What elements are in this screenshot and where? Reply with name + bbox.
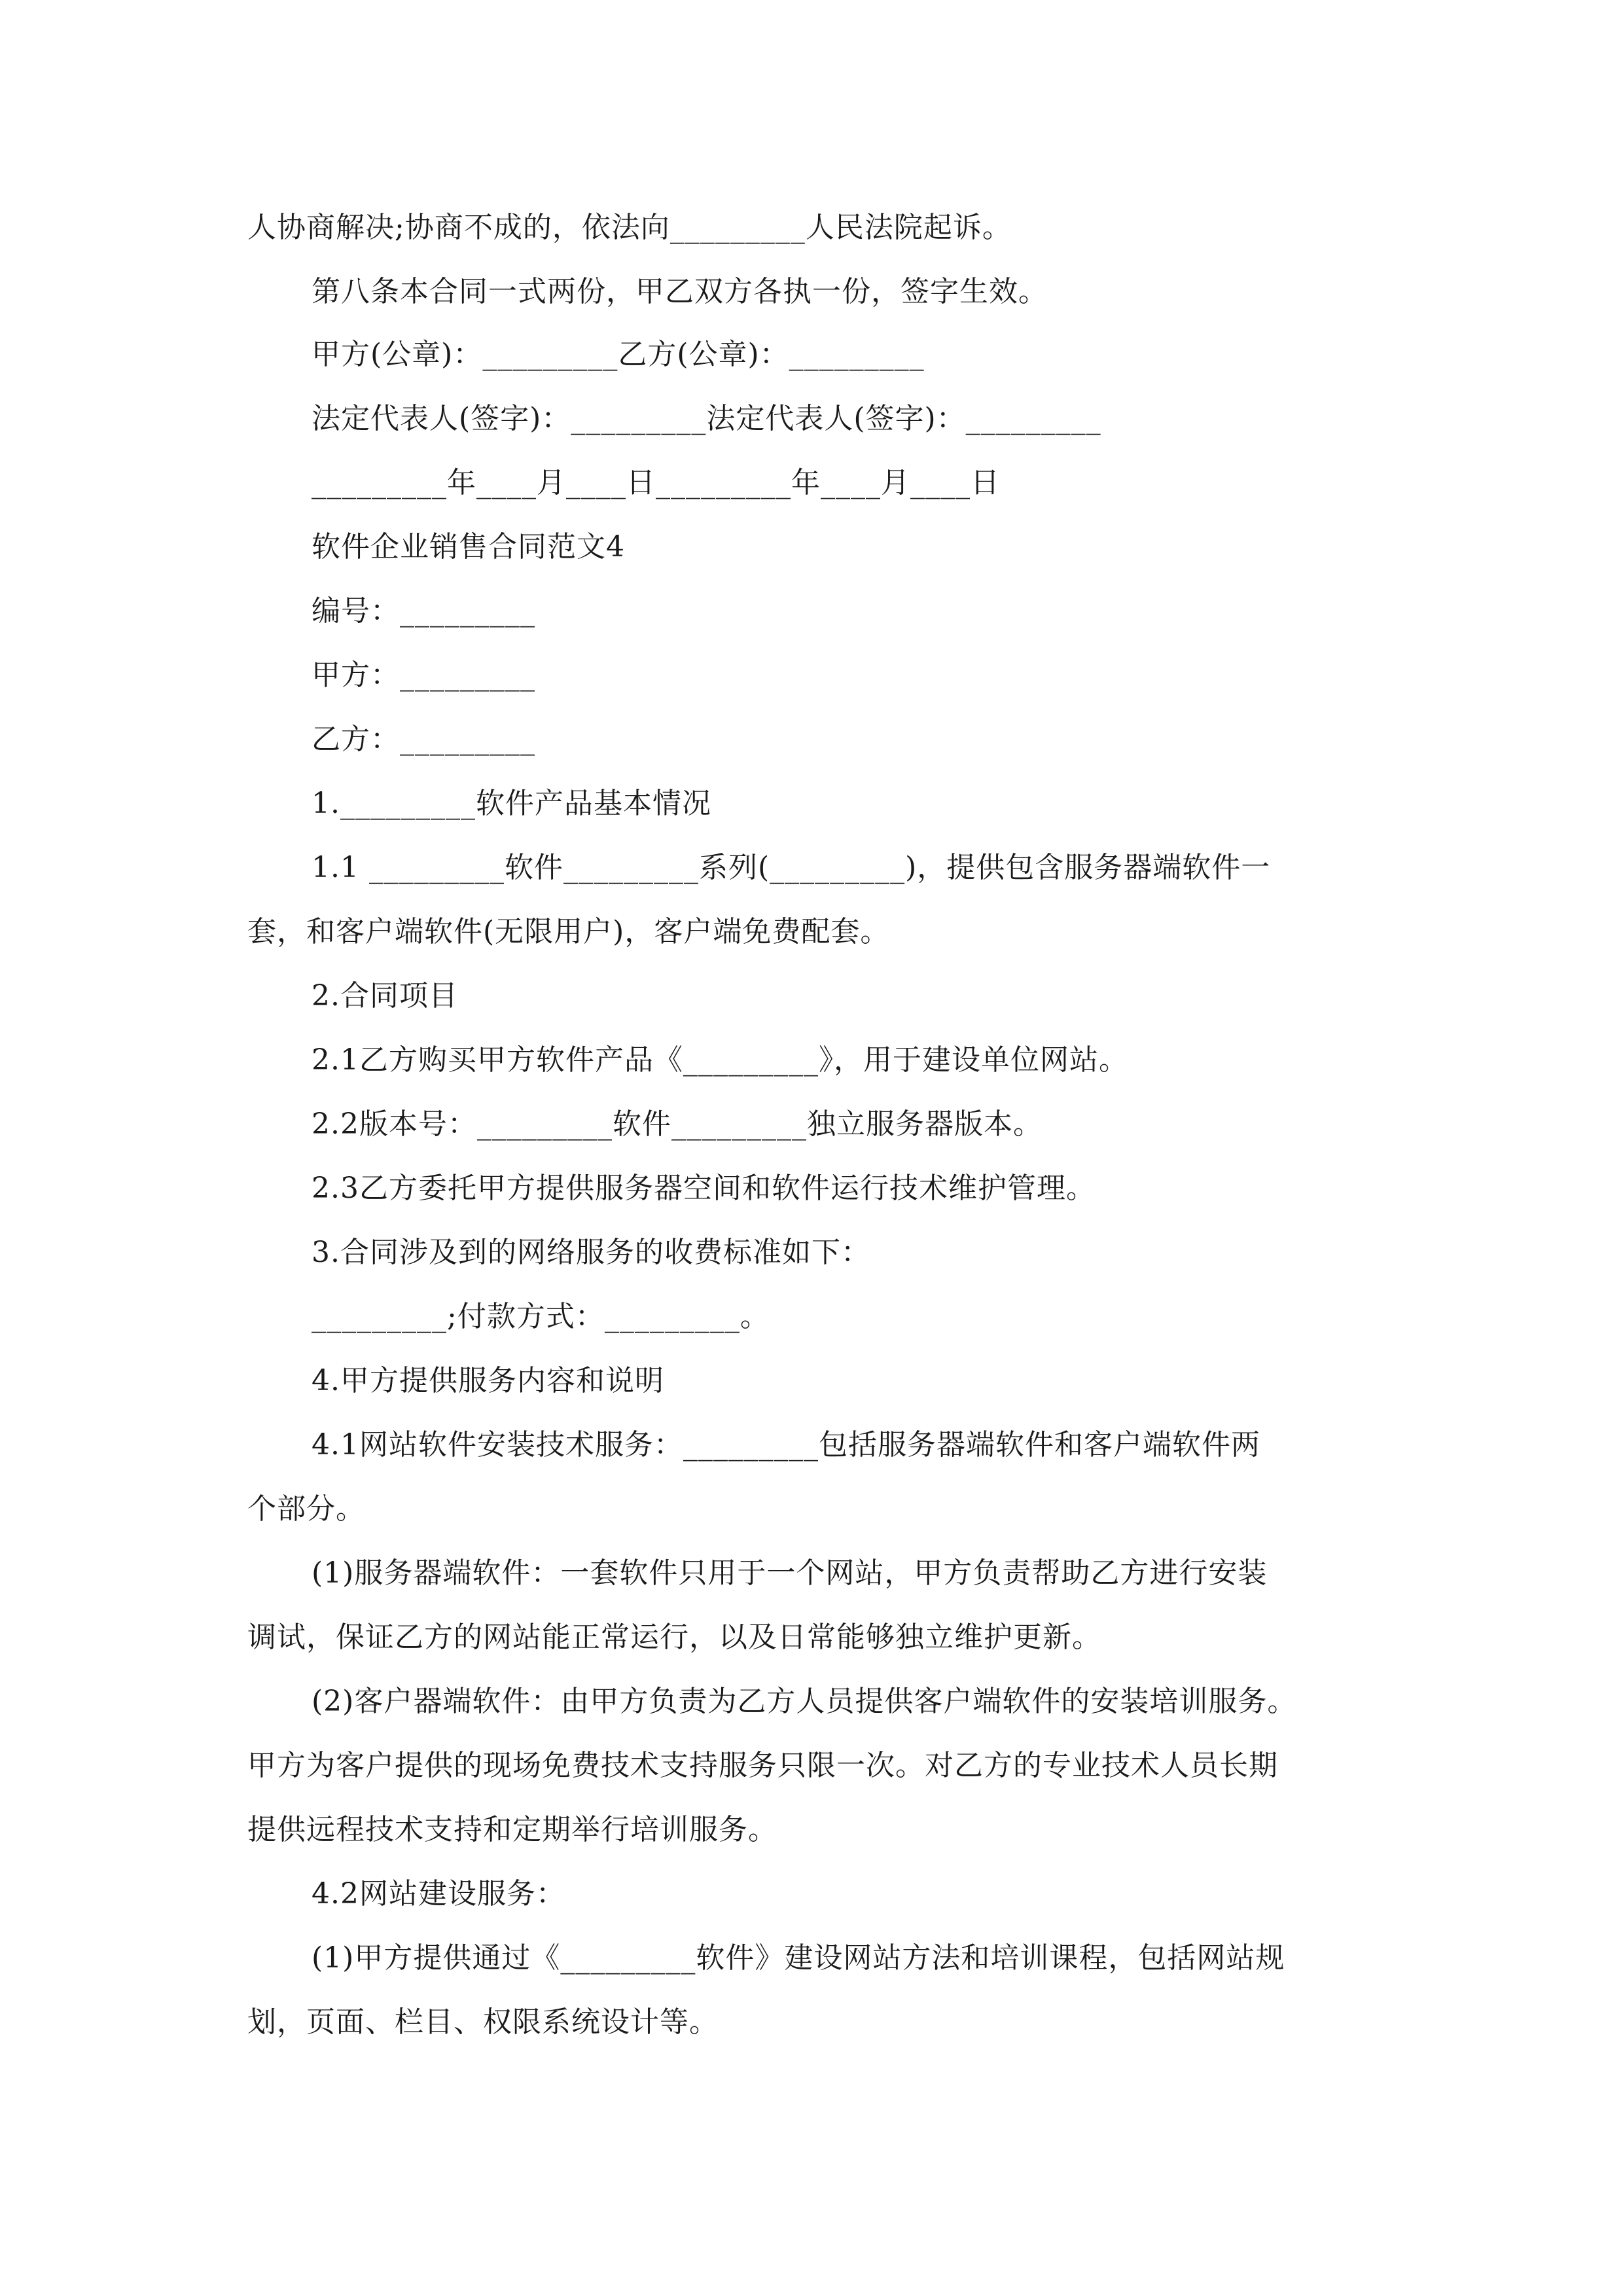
party-b-line: 乙方：_________ <box>312 723 535 756</box>
paragraph-server-software-line-2: 调试，保证乙方的网站能正常运行，以及日常能够独立维护更新。 <box>247 1621 1101 1654</box>
paragraph-2-2: 2.2版本号：_________软件_________独立服务器版本。 <box>312 1107 1043 1141</box>
paragraph-article-eight: 第八条本合同一式两份，甲乙双方各执一份，签字生效。 <box>312 275 1048 308</box>
paragraph-client-software-line-2: 甲方为客户提供的现场免费技术支持服务只限一次。对乙方的专业技术人员长期 <box>247 1749 1278 1782</box>
paragraph-1-1-line-2: 套，和客户端软件(无限用户)，客户端免费配套。 <box>247 915 890 948</box>
paragraph-legal-representatives: 法定代表人(签字)：_________法定代表人(签字)：_________ <box>312 402 1101 435</box>
paragraph-payment-method: _________;付款方式：_________。 <box>312 1300 770 1333</box>
heading-fee-standards: 3.合同涉及到的网络服务的收费标准如下： <box>312 1236 870 1269</box>
paragraph-2-3: 2.3乙方委托甲方提供服务器空间和软件运行技术维护管理。 <box>312 1172 1096 1205</box>
paragraph-party-seals: 甲方(公章)：_________乙方(公章)：_________ <box>312 338 925 371</box>
paragraph-website-method-line-1: (1)甲方提供通过《_________软件》建设网站方法和培训课程，包括网站规 <box>312 1941 1285 1975</box>
heading-contract-items: 2.合同项目 <box>312 979 458 1013</box>
heading-service-content: 4.甲方提供服务内容和说明 <box>312 1364 664 1397</box>
paragraph-2-1: 2.1乙方购买甲方软件产品《_________》，用于建设单位网站。 <box>312 1043 1128 1077</box>
heading-website-services: 4.2网站建设服务： <box>312 1877 565 1910</box>
paragraph-client-software-line-1: (2)客户器端软件：由甲方负责为乙方人员提供客户端软件的安装培训服务。 <box>312 1685 1297 1718</box>
paragraph-website-method-line-2: 划，页面、栏目、权限系统设计等。 <box>247 2005 719 2039</box>
contract-number-line: 编号：_________ <box>312 594 535 628</box>
paragraph-client-software-line-3: 提供远程技术支持和定期举行培训服务。 <box>247 1813 777 1846</box>
paragraph-dispute-resolution: 人协商解决;协商不成的，依法向_________人民法院起诉。 <box>247 211 1012 244</box>
heading-software-basics: 1._________软件产品基本情况 <box>312 787 711 820</box>
paragraph-4-1-line-1: 4.1网站软件安装技术服务：_________包括服务器端软件和客户端软件两 <box>312 1428 1260 1462</box>
paragraph-server-software-line-1: (1)服务器端软件：一套软件只用于一个网站，甲方负责帮助乙方进行安装 <box>312 1556 1268 1590</box>
section-title-sample-4: 软件企业销售合同范文4 <box>312 530 625 564</box>
party-a-line: 甲方：_________ <box>312 658 535 692</box>
paragraph-4-1-line-2: 个部分。 <box>247 1492 365 1526</box>
paragraph-1-1-line-1: 1.1 _________软件_________系列(_________)，提供包含服务器端软件一 <box>312 851 1271 884</box>
paragraph-signing-dates: _________年____月____日_________年____月____日 <box>312 466 1000 499</box>
